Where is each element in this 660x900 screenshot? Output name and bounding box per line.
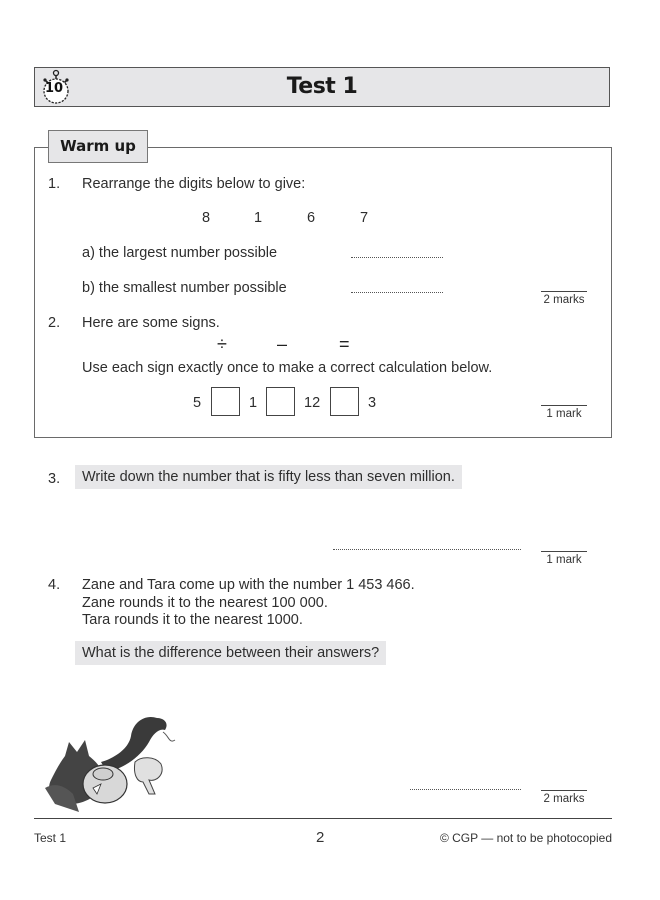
- marks-divider: [541, 291, 587, 292]
- question-prompt: Write down the number that is fifty less than seven million.: [75, 465, 462, 489]
- calc-number: 3: [368, 395, 377, 411]
- sign-answer-box-1[interactable]: [211, 387, 240, 416]
- answer-field-q3[interactable]: [333, 549, 521, 550]
- copyright-notice: © CGP — not to be photocopied: [439, 831, 612, 845]
- question-instruction: Use each sign exactly once to make a correct calculation below.: [82, 360, 493, 376]
- footer-divider: [34, 818, 612, 819]
- marks-divider: [541, 551, 587, 552]
- marks-label: 2 marks: [543, 793, 585, 805]
- cartoon-cat-illustration: [45, 712, 185, 816]
- marks-divider: [541, 790, 587, 791]
- part-b-label: b) the smallest number possible: [82, 280, 287, 296]
- page-title: Test 1: [286, 74, 358, 99]
- question-number: 4.: [48, 577, 61, 593]
- timer-minutes: 10: [45, 81, 64, 96]
- divide-sign: ÷: [217, 334, 227, 354]
- calc-number: 1: [249, 395, 258, 411]
- answer-field-q4[interactable]: [410, 789, 521, 790]
- question-number: 1.: [48, 176, 61, 192]
- equals-sign: =: [339, 334, 350, 354]
- page-number: 2: [316, 829, 325, 846]
- marks-label: 1 mark: [546, 554, 582, 566]
- question-number: 2.: [48, 315, 61, 331]
- question-number: 3.: [48, 471, 61, 487]
- question-line: Zane and Tara come up with the number 1 453 466.: [82, 577, 415, 593]
- question-prompt: Here are some signs.: [82, 315, 220, 331]
- question-prompt: What is the difference between their answers?: [75, 641, 386, 665]
- calc-number: 12: [304, 395, 321, 411]
- sign-answer-box-3[interactable]: [330, 387, 359, 416]
- part-a-label: a) the largest number possible: [82, 245, 278, 261]
- digit: 8: [202, 210, 211, 226]
- warm-up-label: Warm up: [48, 130, 148, 163]
- question-prompt: Rearrange the digits below to give:: [82, 176, 306, 192]
- sign-answer-box-2[interactable]: [266, 387, 295, 416]
- footer-test-label: Test 1: [34, 831, 67, 845]
- title-bar: [34, 67, 610, 107]
- marks-divider: [541, 405, 587, 406]
- answer-field-b[interactable]: [351, 292, 443, 293]
- digit: 7: [360, 210, 369, 226]
- digit: 1: [254, 210, 263, 226]
- marks-label: 2 marks: [543, 294, 585, 306]
- minus-sign: –: [277, 334, 288, 354]
- question-line: Tara rounds it to the nearest 1000.: [82, 612, 303, 628]
- marks-label: 1 mark: [546, 408, 582, 420]
- digit: 6: [307, 210, 316, 226]
- calc-number: 5: [193, 395, 202, 411]
- question-line: Zane rounds it to the nearest 100 000.: [82, 595, 328, 611]
- answer-field-a[interactable]: [351, 257, 443, 258]
